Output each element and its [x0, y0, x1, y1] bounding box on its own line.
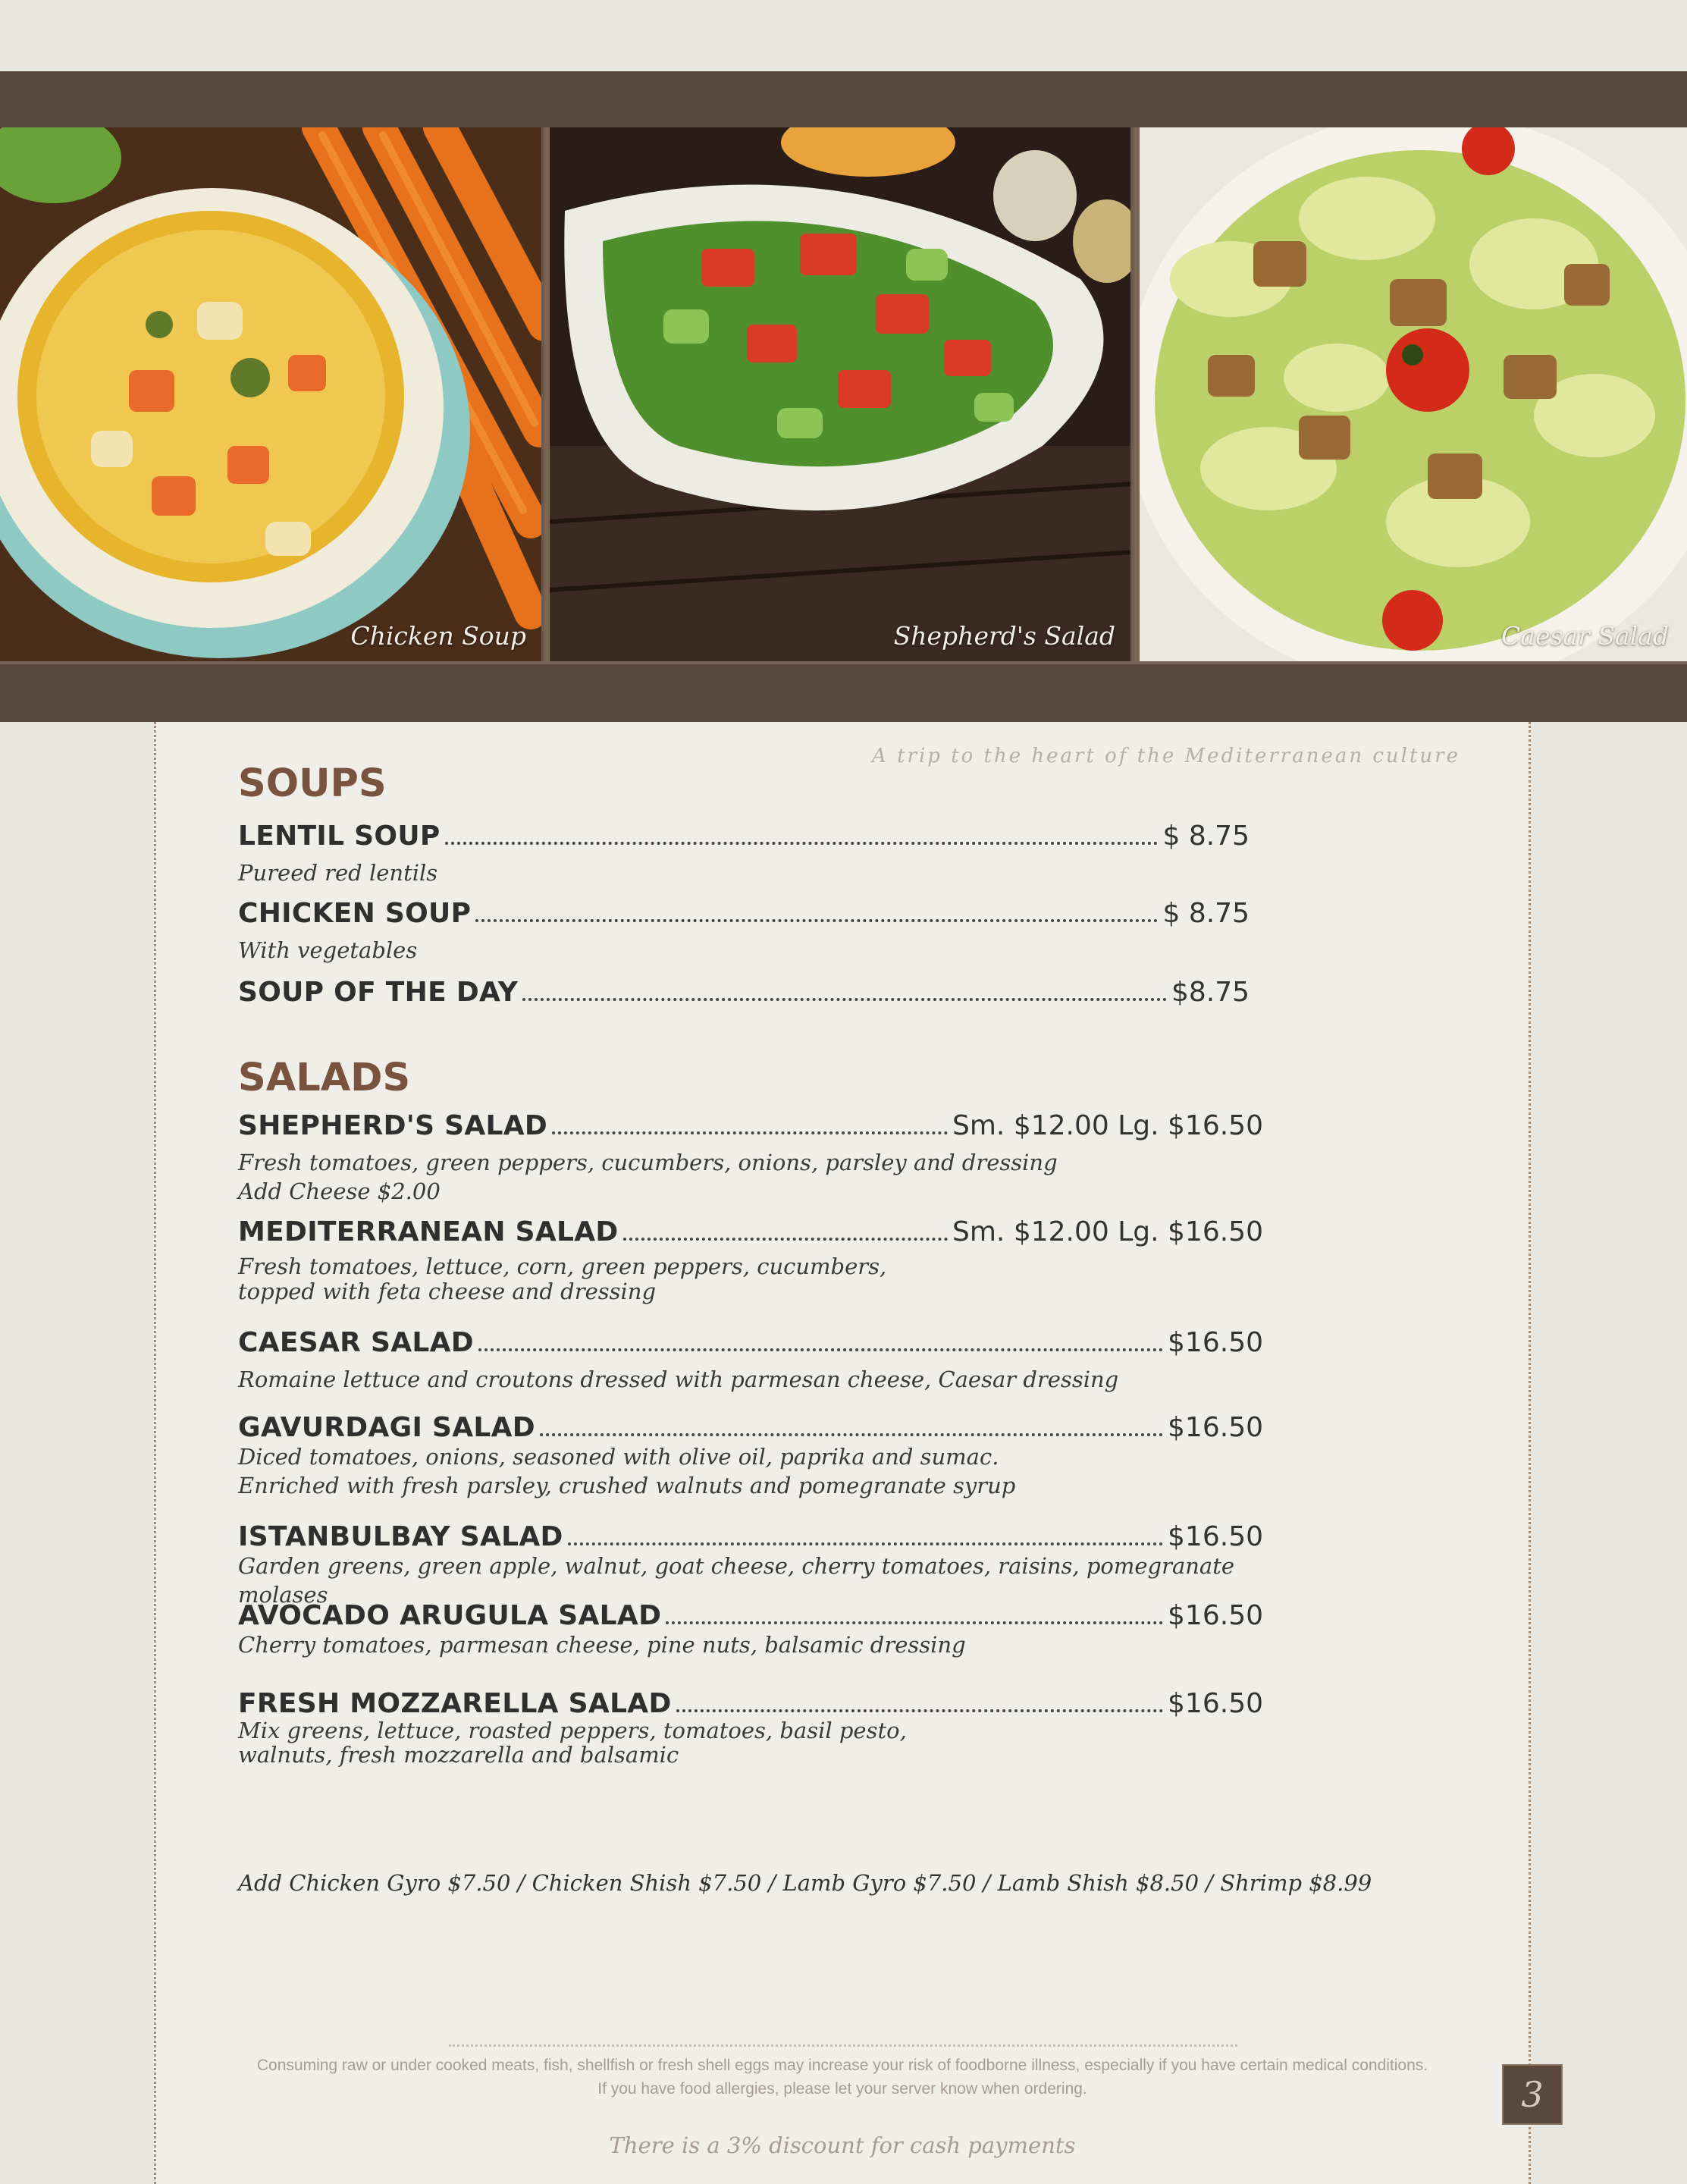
- shepherds-salad-photo: [550, 127, 1134, 661]
- item-description: Garden greens, green apple, walnut, goat cheese, cherry tomatoes, raisins, pomegranate molases: [238, 1553, 1235, 1608]
- item-name: LENTIL SOUP: [238, 821, 441, 852]
- item-description-extra: walnuts, fresh mozzarella and balsamic: [238, 1742, 679, 1768]
- chicken-soup-photo: [0, 127, 544, 661]
- item-price: Sm. $12.00 Lg. $16.50: [952, 1216, 1263, 1247]
- item-name: SOUP OF THE DAY: [238, 977, 519, 1008]
- item-description-extra: Add Cheese $2.00: [238, 1178, 441, 1204]
- item-price: Sm. $12.00 Lg. $16.50: [952, 1110, 1263, 1141]
- menu-item: [238, 821, 1263, 887]
- item-description: Romaine lettuce and croutons dressed with parmesan cheese, Caesar dressing: [238, 1367, 1119, 1392]
- food-safety-notice: Consuming raw or under cooked meats, fish, shellfish or fresh shell eggs may increase your risk of foodborne illness, especially if you have certain medical conditions.: [256, 2057, 1428, 2074]
- item-price: $16.50: [1168, 1412, 1263, 1443]
- item-name: CHICKEN SOUP: [238, 898, 472, 929]
- item-price: $ 8.75: [1162, 821, 1250, 852]
- menu-item: [238, 1521, 1263, 1609]
- menu-item: [238, 1216, 1263, 1304]
- dot-leader: [676, 1709, 1163, 1712]
- cash-discount-note: There is a 3% discount for cash payments: [609, 2132, 1076, 2158]
- item-price: $8.75: [1171, 977, 1250, 1008]
- item-description: Diced tomatoes, onions, seasoned with olive oil, paprika and sumac.: [238, 1444, 999, 1470]
- dot-leader: [568, 1542, 1163, 1545]
- menu-item: [238, 898, 1263, 965]
- item-price: $16.50: [1168, 1600, 1263, 1631]
- photo-caption: Shepherd's Salad: [893, 621, 1115, 651]
- item-description: Pureed red lentils: [238, 860, 438, 886]
- item-price: $16.50: [1168, 1521, 1263, 1552]
- top-band: [0, 71, 1687, 127]
- item-description: Mix greens, lettuce, roasted peppers, tomatoes, basil pesto,: [238, 1718, 907, 1743]
- dot-leader: [522, 998, 1167, 1001]
- item-name: AVOCADO ARUGULA SALAD: [238, 1600, 662, 1631]
- dot-leader: [666, 1621, 1163, 1624]
- dot-leader: [623, 1238, 948, 1241]
- menu-item: [238, 1688, 1263, 1767]
- dot-leader: [445, 842, 1159, 845]
- photo-strip: [0, 127, 1687, 664]
- dot-leader: [540, 1433, 1163, 1436]
- item-price: $ 8.75: [1162, 898, 1250, 929]
- menu-panel: [154, 722, 1544, 2184]
- menu-item: [238, 1327, 1263, 1394]
- item-name: ISTANBULBAY SALAD: [238, 1521, 563, 1552]
- item-name: GAVURDAGI SALAD: [238, 1412, 535, 1443]
- item-description: With vegetables: [238, 937, 418, 963]
- item-description-extra: Enriched with fresh parsley, crushed walnuts and pomegranate syrup: [238, 1473, 1016, 1498]
- photo-caption: Chicken Soup: [350, 621, 526, 651]
- allergy-notice: If you have food allergies, please let your server know when ordering.: [597, 2080, 1087, 2098]
- soups-heading: SOUPS: [238, 761, 387, 806]
- item-name: SHEPHERD'S SALAD: [238, 1110, 548, 1141]
- salads-heading: SALADS: [238, 1056, 411, 1100]
- caesar-salad-photo: [1140, 127, 1687, 661]
- menu-item: [238, 1110, 1263, 1206]
- item-name: MEDITERRANEAN SALAD: [238, 1216, 619, 1247]
- photo-caption: Caesar Salad: [1501, 621, 1669, 651]
- item-name: FRESH MOZZARELLA SALAD: [238, 1688, 672, 1719]
- item-description: Fresh tomatoes, green peppers, cucumbers, onions, parsley and dressing: [238, 1150, 1058, 1175]
- dot-leader: [552, 1131, 948, 1134]
- dot-leader: [475, 919, 1158, 922]
- tagline: A trip to the heart of the Mediterranean culture: [872, 745, 1460, 767]
- menu-item: [238, 1412, 1263, 1500]
- item-price: $16.50: [1168, 1688, 1263, 1719]
- item-description: Cherry tomatoes, parmesan cheese, pine nuts, balsamic dressing: [238, 1632, 966, 1658]
- item-description-extra: topped with feta cheese and dressing: [238, 1279, 657, 1304]
- page-number: 3: [1502, 2064, 1563, 2125]
- dot-leader: [478, 1348, 1163, 1351]
- menu-item: [238, 977, 1263, 1015]
- item-price: $16.50: [1168, 1327, 1263, 1358]
- add-protein-options: Add Chicken Gyro $7.50 / Chicken Shish $7.50 / Lamb Gyro $7.50 / Lamb Shish $8.50 / Shrimp $8.99: [238, 1870, 1372, 1896]
- menu-item: [238, 1600, 1263, 1659]
- footer-divider: [449, 2044, 1237, 2047]
- item-description: Fresh tomatoes, lettuce, corn, green peppers, cucumbers,: [238, 1254, 887, 1279]
- bottom-band: [0, 664, 1687, 722]
- item-name: CAESAR SALAD: [238, 1327, 474, 1358]
